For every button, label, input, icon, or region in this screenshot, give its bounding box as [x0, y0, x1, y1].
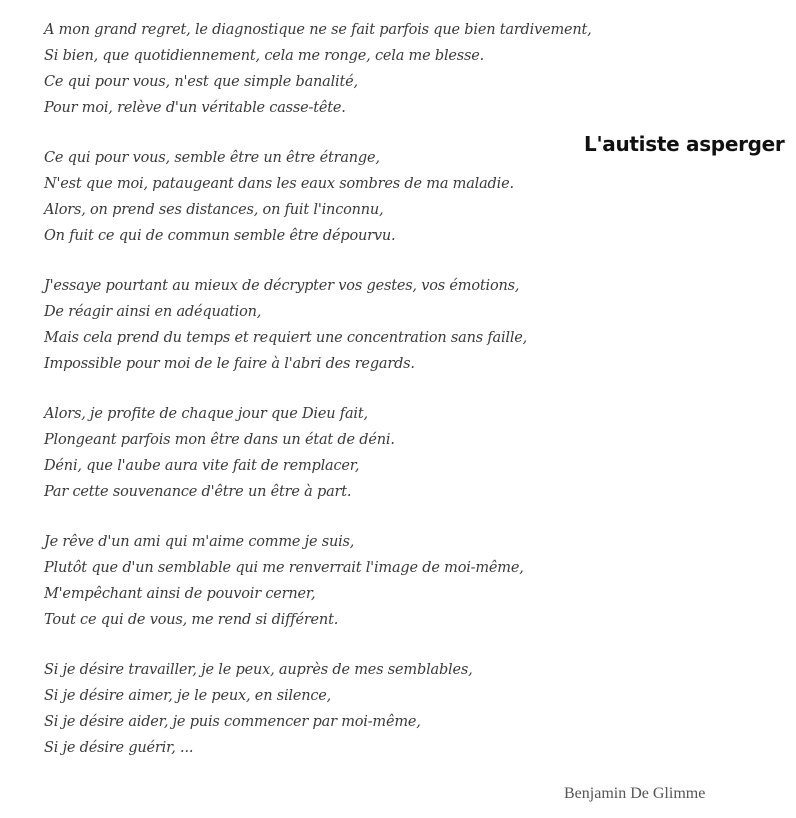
stanza-1	[44, 17, 592, 121]
stanza-2	[44, 145, 584, 249]
poem-line: Alors, je profite de chaque jour que Dieu fait,	[44, 406, 368, 422]
stanza-4	[44, 401, 584, 505]
poem-line: Tout ce qui de vous, me rend si différent.	[44, 612, 339, 628]
poem-line: Ce qui pour vous, n'est que simple banalité,	[44, 74, 358, 90]
poem-line: Mais cela prend du temps et requiert une concentration sans faille,	[44, 330, 528, 346]
poem-line: Déni, que l'aube aura vite fait de remplacer,	[44, 458, 360, 474]
poem-line: Impossible pour moi de le faire à l'abri des regards.	[44, 356, 415, 372]
poem-line: N'est que moi, pataugeant dans les eaux sombres de ma maladie.	[44, 176, 514, 192]
stanza-6	[44, 657, 584, 761]
poem-line: Par cette souvenance d'être un être à part.	[44, 484, 352, 500]
author-signature: Benjamin De Glimme	[564, 785, 706, 802]
poem-line: Si je désire aider, je puis commencer par moi-même,	[44, 714, 421, 730]
poem-line: Si je désire travailler, je le peux, auprès de mes semblables,	[44, 662, 473, 678]
poem-body	[44, 17, 592, 785]
poem-line: Si je désire aimer, je le peux, en silence,	[44, 688, 332, 704]
poem-line: Pour moi, relève d'un véritable casse-tête.	[44, 100, 346, 116]
poem-line: On fuit ce qui de commun semble être dépourvu.	[44, 228, 396, 244]
poem-line: Je rêve d'un ami qui m'aime comme je suis,	[44, 534, 355, 550]
poem-line: Alors, on prend ses distances, on fuit l'inconnu,	[44, 202, 384, 218]
poem-line: J'essaye pourtant au mieux de décrypter vos gestes, vos émotions,	[44, 278, 520, 294]
poem-line: Plutôt que d'un semblable qui me renverrait l'image de moi-même,	[44, 560, 524, 576]
poem-title: L'autiste asperger	[584, 132, 785, 156]
poem-line: Ce qui pour vous, semble être un être étrange,	[44, 150, 380, 166]
stanza-3	[44, 273, 584, 377]
poem-line: Si je désire guérir, ...	[44, 740, 194, 756]
poem-line: Plongeant parfois mon être dans un état de déni.	[44, 432, 395, 448]
poem-line: M'empêchant ainsi de pouvoir cerner,	[44, 586, 316, 602]
poem-line: Si bien, que quotidiennement, cela me ronge, cela me blesse.	[44, 48, 485, 64]
poem-line: A mon grand regret, le diagnostique ne se fait parfois que bien tardivement,	[44, 22, 592, 38]
poem-line: De réagir ainsi en adéquation,	[44, 304, 262, 320]
stanza-5	[44, 529, 584, 633]
